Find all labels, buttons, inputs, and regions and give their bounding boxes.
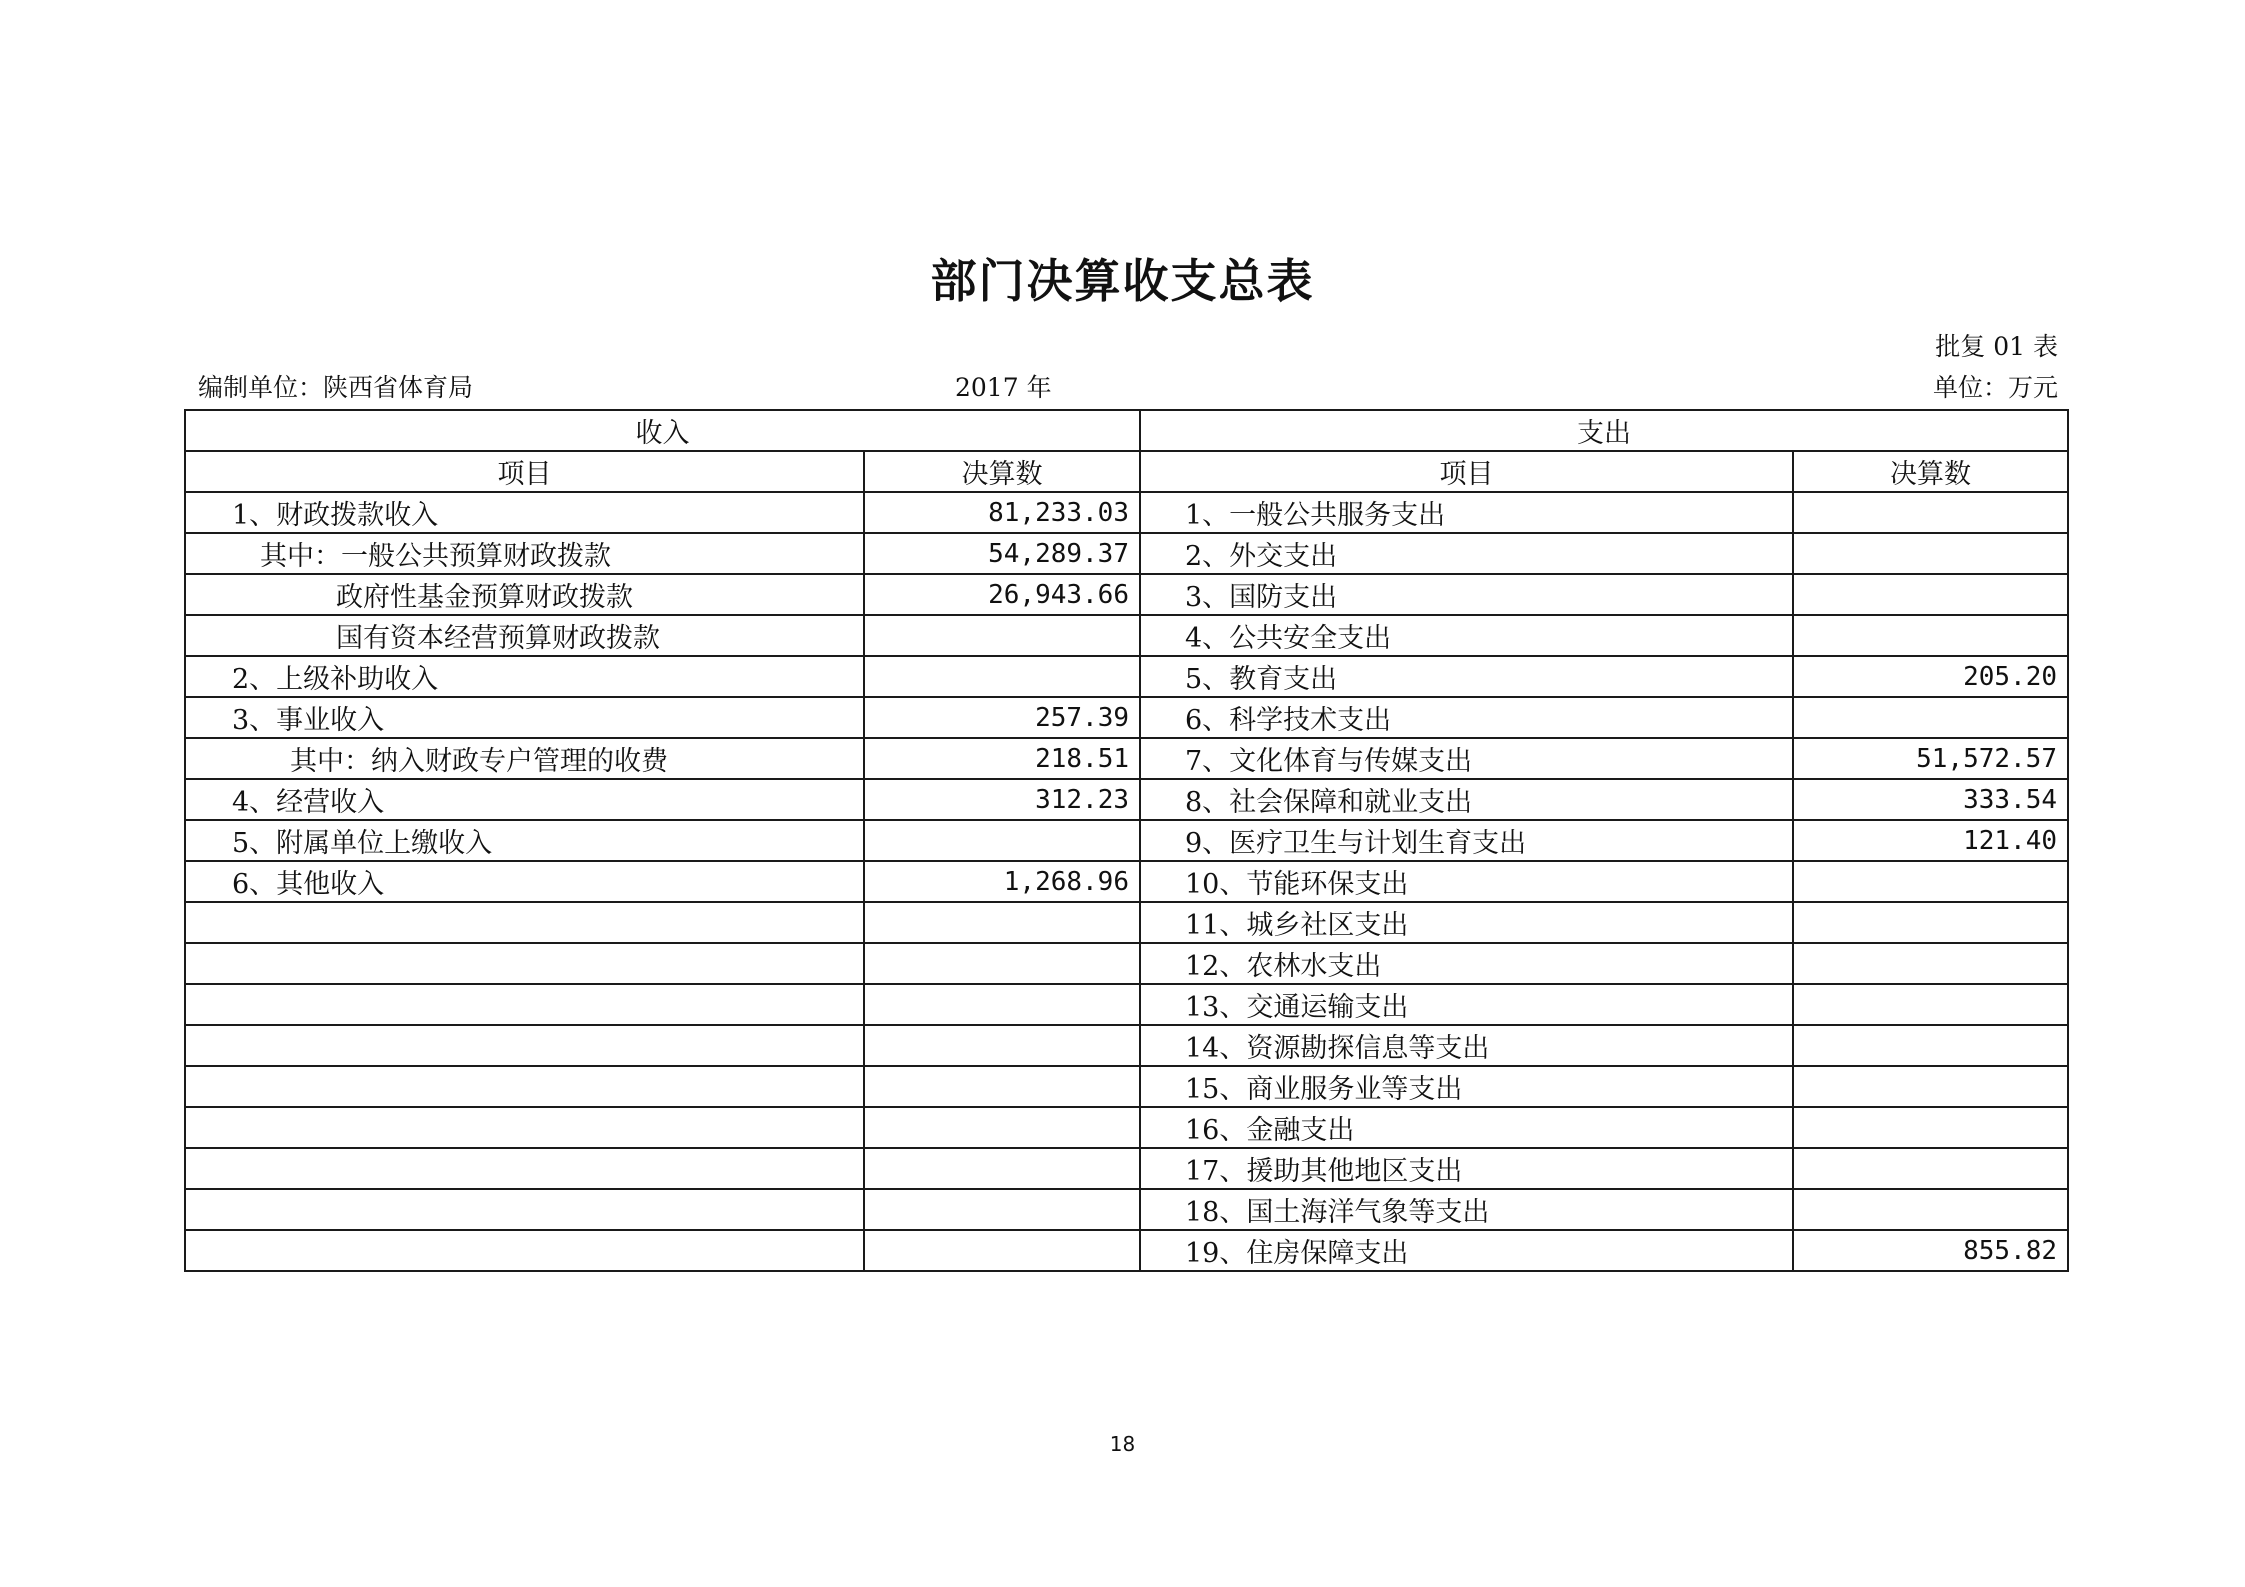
expense-section-header: 支出 — [1140, 410, 2068, 451]
table-row — [185, 697, 2068, 738]
expense-item-cell: 6、科学技术支出 — [1140, 697, 1793, 738]
table-row — [185, 1148, 2068, 1189]
income-item-cell — [185, 902, 864, 943]
expense-amount-cell — [1793, 984, 2068, 1025]
expense-item-cell: 17、援助其他地区支出 — [1140, 1148, 1793, 1189]
table-row — [185, 615, 2068, 656]
income-item-cell: 其中：纳入财政专户管理的收费 — [185, 738, 864, 779]
expense-item-cell: 18、国土海洋气象等支出 — [1140, 1189, 1793, 1230]
income-item-cell: 2、上级补助收入 — [185, 656, 864, 697]
expense-item-cell: 9、医疗卫生与计划生育支出 — [1140, 820, 1793, 861]
income-item-cell: 4、经营收入 — [185, 779, 864, 820]
expense-amount-cell: 121.40 — [1793, 820, 2068, 861]
income-item-cell: 3、事业收入 — [185, 697, 864, 738]
column-header-row — [185, 451, 2068, 492]
income-amount-cell: 218.51 — [864, 738, 1140, 779]
expense-item-cell: 19、住房保障支出 — [1140, 1230, 1793, 1271]
income-amount-cell — [864, 1107, 1140, 1148]
expense-amount-cell — [1793, 697, 2068, 738]
income-item-cell: 政府性基金预算财政拨款 — [185, 574, 864, 615]
table-row — [185, 492, 2068, 533]
expense-item-cell: 13、交通运输支出 — [1140, 984, 1793, 1025]
summary-table — [184, 409, 2069, 1272]
income-item-header: 项目 — [185, 451, 864, 492]
expense-amount-cell — [1793, 1107, 2068, 1148]
table-row — [185, 820, 2068, 861]
income-amount-cell: 257.39 — [864, 697, 1140, 738]
income-amount-cell: 26,943.66 — [864, 574, 1140, 615]
expense-amount-cell — [1793, 574, 2068, 615]
income-item-cell — [185, 1148, 864, 1189]
page-title: 部门决算收支总表 — [930, 254, 1315, 308]
income-item-cell — [185, 943, 864, 984]
income-amount-cell — [864, 943, 1140, 984]
expense-amount-cell — [1793, 1148, 2068, 1189]
income-amount-cell: 1,268.96 — [864, 861, 1140, 902]
expense-amount-cell: 205.20 — [1793, 656, 2068, 697]
expense-amount-cell — [1793, 615, 2068, 656]
expense-item-cell: 1、一般公共服务支出 — [1140, 492, 1793, 533]
expense-item-cell: 16、金融支出 — [1140, 1107, 1793, 1148]
table-row — [185, 1189, 2068, 1230]
income-item-cell — [185, 1066, 864, 1107]
income-amount-cell — [864, 656, 1140, 697]
compiling-unit: 编制单位：陕西省体育局 — [198, 373, 474, 402]
expense-amount-cell — [1793, 1189, 2068, 1230]
table-row — [185, 656, 2068, 697]
table-row — [185, 779, 2068, 820]
table-row — [185, 1107, 2068, 1148]
expense-item-cell: 5、教育支出 — [1140, 656, 1793, 697]
expense-item-cell: 7、文化体育与传媒支出 — [1140, 738, 1793, 779]
income-amount-cell — [864, 902, 1140, 943]
income-amount-cell — [864, 820, 1140, 861]
income-amount-cell: 312.23 — [864, 779, 1140, 820]
income-amount-header: 决算数 — [864, 451, 1140, 492]
income-amount-cell — [864, 615, 1140, 656]
table-row — [185, 738, 2068, 779]
expense-amount-cell — [1793, 533, 2068, 574]
table-row — [185, 1066, 2068, 1107]
income-section-header: 收入 — [185, 410, 1140, 451]
table-row — [185, 943, 2068, 984]
expense-item-cell: 12、农林水支出 — [1140, 943, 1793, 984]
table-row — [185, 902, 2068, 943]
income-amount-cell: 81,233.03 — [864, 492, 1140, 533]
income-item-cell: 其中：一般公共预算财政拨款 — [185, 533, 864, 574]
income-amount-cell — [864, 1230, 1140, 1271]
expense-item-cell: 3、国防支出 — [1140, 574, 1793, 615]
table-row — [185, 1230, 2068, 1271]
expense-item-header: 项目 — [1140, 451, 1793, 492]
report-year: 2017 年 — [955, 373, 1052, 402]
expense-amount-cell — [1793, 861, 2068, 902]
expense-amount-cell: 333.54 — [1793, 779, 2068, 820]
expense-amount-cell — [1793, 943, 2068, 984]
income-item-cell — [185, 1230, 864, 1271]
income-amount-cell — [864, 984, 1140, 1025]
income-amount-cell: 54,289.37 — [864, 533, 1140, 574]
income-item-cell — [185, 1025, 864, 1066]
income-item-cell: 1、财政拨款收入 — [185, 492, 864, 533]
expense-item-cell: 8、社会保障和就业支出 — [1140, 779, 1793, 820]
table-row — [185, 861, 2068, 902]
income-amount-cell — [864, 1066, 1140, 1107]
income-amount-cell — [864, 1148, 1140, 1189]
section-header-row — [185, 410, 2068, 451]
table-row — [185, 1025, 2068, 1066]
expense-item-cell: 10、节能环保支出 — [1140, 861, 1793, 902]
table-row — [185, 574, 2068, 615]
income-amount-cell — [864, 1189, 1140, 1230]
table-row — [185, 533, 2068, 574]
form-number: 批复 01 表 — [1935, 332, 2058, 361]
income-item-cell: 国有资本经营预算财政拨款 — [185, 615, 864, 656]
expense-item-cell: 15、商业服务业等支出 — [1140, 1066, 1793, 1107]
expense-amount-header: 决算数 — [1793, 451, 2068, 492]
income-amount-cell — [864, 1025, 1140, 1066]
expense-amount-cell — [1793, 1025, 2068, 1066]
income-item-cell — [185, 1189, 864, 1230]
income-item-cell — [185, 1107, 864, 1148]
expense-item-cell: 14、资源勘探信息等支出 — [1140, 1025, 1793, 1066]
expense-item-cell: 4、公共安全支出 — [1140, 615, 1793, 656]
expense-item-cell: 11、城乡社区支出 — [1140, 902, 1793, 943]
income-item-cell: 5、附属单位上缴收入 — [185, 820, 864, 861]
currency-unit: 单位：万元 — [1932, 373, 2058, 402]
income-item-cell: 6、其他收入 — [185, 861, 864, 902]
expense-amount-cell — [1793, 902, 2068, 943]
table-row — [185, 984, 2068, 1025]
page-number: 18 — [1109, 1432, 1136, 1456]
expense-item-cell: 2、外交支出 — [1140, 533, 1793, 574]
expense-amount-cell — [1793, 492, 2068, 533]
income-item-cell — [185, 984, 864, 1025]
expense-amount-cell: 51,572.57 — [1793, 738, 2068, 779]
expense-amount-cell: 855.82 — [1793, 1230, 2068, 1271]
expense-amount-cell — [1793, 1066, 2068, 1107]
